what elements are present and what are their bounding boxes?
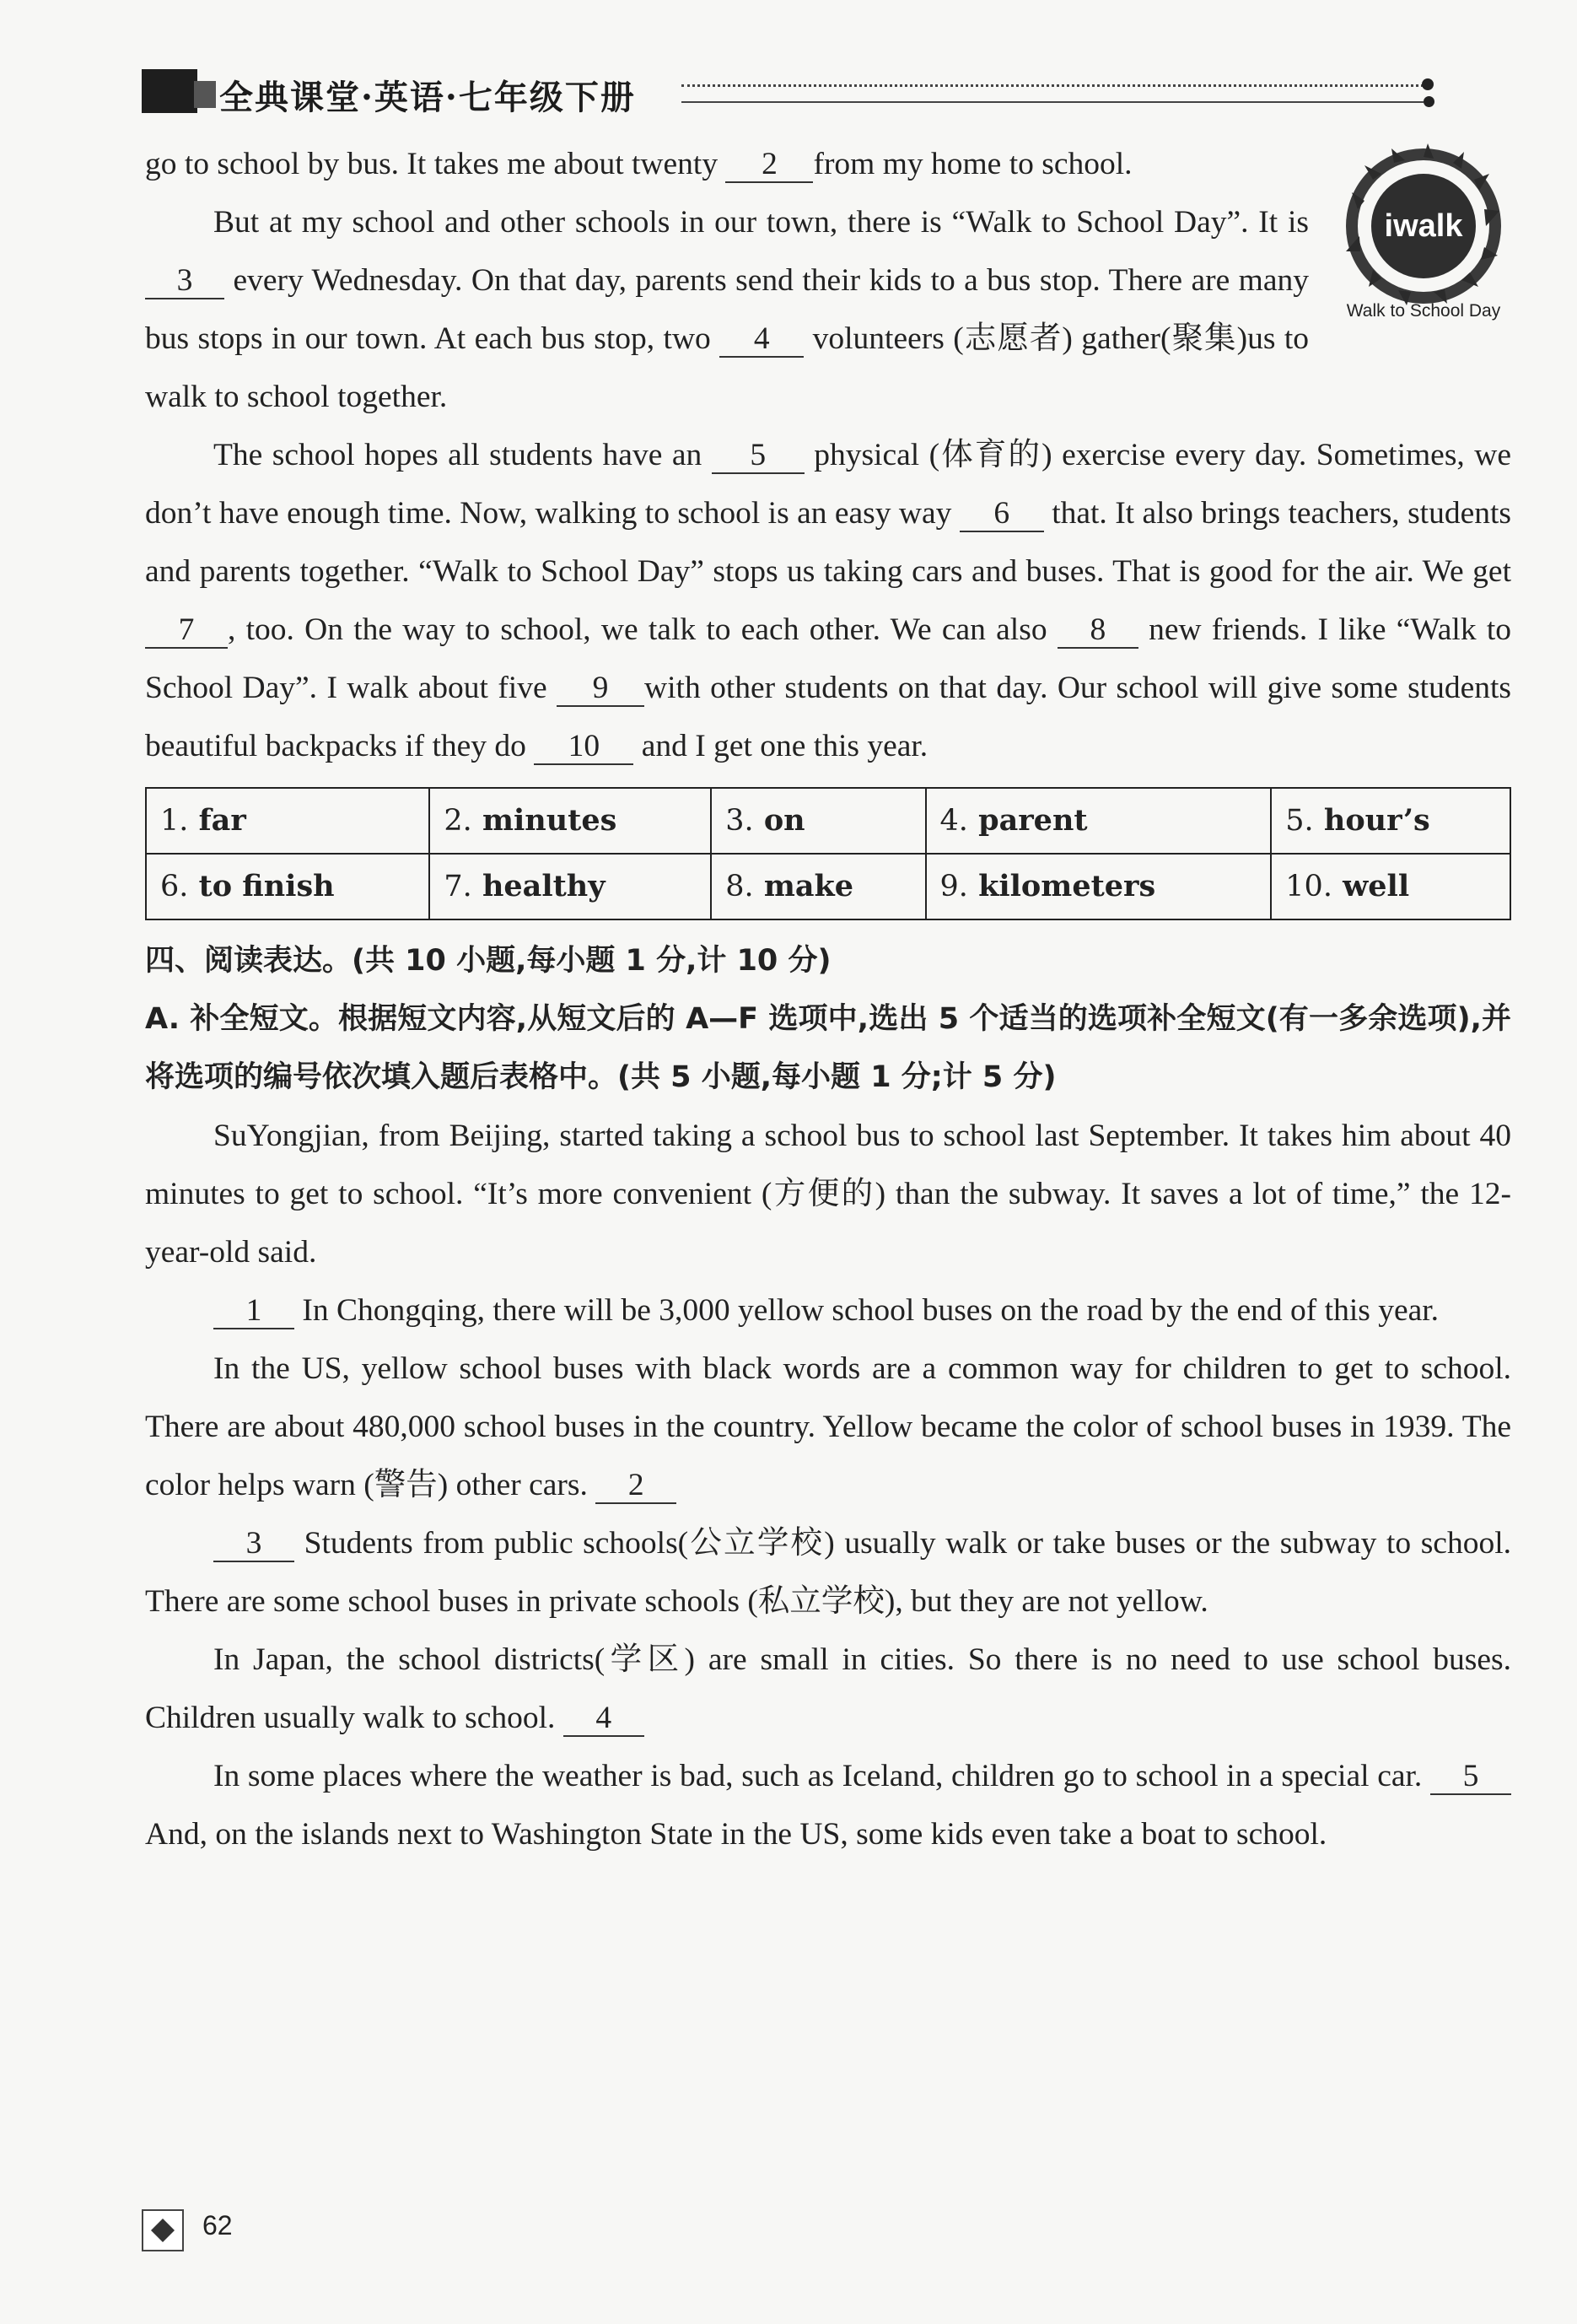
option-cell	[1271, 788, 1510, 854]
answer-blank[interactable]: 2	[725, 148, 813, 183]
option-number: 4.	[939, 804, 968, 838]
answer-blank[interactable]: 4	[563, 1701, 644, 1737]
answer-blank[interactable]: 8	[1058, 613, 1138, 649]
passage1-paragraph	[145, 193, 1309, 426]
page-number-icon	[142, 2209, 184, 2251]
option-cell	[146, 854, 429, 919]
text-run: every Wednesday. On that day, parents send their kids to a bus stop. There are many bus stops in our town. At each bus stop, two	[145, 263, 1309, 356]
answer-blank[interactable]: 6	[960, 497, 1044, 532]
answer-blank[interactable]: 3	[145, 264, 224, 299]
option-number: 1.	[160, 804, 189, 838]
header-dotted-rule	[681, 84, 1424, 87]
passage2-paragraph: SuYongjian, from Beijing, started taking a school bus to school last September. It takes him about 40 minutes to get to school. “It’s more convenient (方便的) than the subway. It saves a lot of time,” the 12-year-old said.	[145, 1119, 1511, 1270]
option-number: 9.	[939, 870, 968, 903]
word-options-table	[145, 787, 1511, 920]
passage1-paragraph	[145, 426, 1511, 775]
logo-text: iwalk	[1384, 208, 1463, 244]
passage2-paragraph	[145, 1631, 1511, 1747]
section-heading: 四、阅读表达。(共 10 小题,每小题 1 分,计 10 分)	[145, 944, 832, 978]
option-word: on	[763, 803, 805, 838]
header-title: 全典课堂·英语·七年级下册	[219, 78, 636, 117]
text-run: and I get one this year.	[641, 729, 928, 763]
table-row	[146, 854, 1510, 919]
text-run: Students from public schools(公立学校) usually walk or take buses or the subway to school. There are some school buses in private schools (私立学校), but they are not yellow.	[145, 1526, 1511, 1619]
answer-blank[interactable]: 5	[1430, 1760, 1511, 1795]
text-run: The school hopes all students have an	[213, 438, 702, 472]
answer-blank[interactable]: 1	[213, 1294, 294, 1329]
answer-blank[interactable]: 5	[712, 439, 805, 474]
option-cell	[146, 788, 429, 854]
page-header	[142, 66, 1440, 125]
option-word: minutes	[482, 803, 617, 838]
page-number: 62	[202, 2210, 233, 2240]
text-run: In Japan, the school districts(学区) are small in cities. So there is no need to use school buses. Children usually walk to school.	[145, 1642, 1511, 1735]
page-content	[145, 135, 1511, 1863]
diamond-icon	[151, 2219, 175, 2242]
option-number: 6.	[160, 870, 189, 903]
header-solid-rule	[681, 101, 1424, 103]
text-run: , too. On the way to school, we talk to each other. We can also	[228, 612, 1047, 647]
header-dot	[1422, 78, 1434, 90]
option-number: 7.	[444, 870, 472, 903]
text-run: physical (体育的) exercise every day. Sometimes, we don’t have enough time. Now, walking to school is an easy way	[145, 438, 1512, 531]
text-run: In the US, yellow school buses with black words are a common way for children to get to school. There are about 480,000 school buses in the country. Yellow became the color of school buses in 1939. The color helps warn (警告) other cars.	[145, 1351, 1511, 1502]
option-number: 5.	[1285, 804, 1314, 838]
option-number: 8.	[725, 870, 754, 903]
text-run: volunteers (志愿者) gather(聚集)us to walk to school together.	[145, 321, 1310, 414]
option-cell	[926, 854, 1272, 919]
text-run: In Chongqing, there will be 3,000 yellow school buses on the road by the end of this year.	[302, 1293, 1440, 1328]
option-word: healthy	[482, 869, 606, 903]
option-word: hour’s	[1323, 803, 1430, 838]
answer-blank[interactable]: 9	[557, 671, 644, 707]
passage2-paragraph	[145, 1281, 1511, 1340]
text-run: And, on the islands next to Washington State in the US, some kids even take a boat to school.	[145, 1817, 1327, 1852]
text-run: that. It also brings teachers, students and parents together. “Walk to School Day” stops us taking cars and buses. That is good for the air. We get	[145, 496, 1511, 589]
answer-blank[interactable]: 2	[595, 1469, 676, 1504]
option-number: 3.	[725, 804, 754, 838]
answer-blank[interactable]: 3	[213, 1527, 294, 1562]
section-instructions: A. 补全短文。根据短文内容,从短文后的 A—F 选项中,选出 5 个适当的选项补全短文(有一多余选项),并将选项的编号依次填入题后表格中。(共 5 小题,每小题 1 分;计 5 分)	[145, 1002, 1511, 1094]
option-word: far	[198, 803, 246, 838]
option-word: parent	[978, 803, 1088, 838]
option-word: make	[763, 869, 854, 903]
option-cell	[711, 854, 925, 919]
header-dot	[1424, 96, 1434, 107]
table-row	[146, 788, 1510, 854]
text-run: new friends. I like “Walk to School Day”. I walk about five	[145, 612, 1511, 705]
answer-blank[interactable]: 7	[145, 613, 228, 649]
text-run: from my home to school.	[813, 147, 1133, 181]
text-run: go to school by bus. It takes me about twenty	[145, 147, 719, 181]
option-cell	[711, 788, 925, 854]
header-block-icon	[142, 69, 197, 113]
passage2-paragraph	[145, 1340, 1511, 1514]
option-word: well	[1343, 869, 1410, 903]
text-run: But at my school and other schools in our town, there is “Walk to School Day”. It is	[213, 205, 1309, 240]
answer-blank[interactable]: 10	[534, 730, 633, 765]
answer-blank[interactable]: 4	[719, 322, 804, 358]
option-cell	[429, 854, 711, 919]
passage2-paragraph	[145, 1747, 1511, 1863]
option-word: kilometers	[978, 869, 1156, 903]
option-number: 10.	[1285, 870, 1332, 903]
option-cell	[429, 788, 711, 854]
option-cell	[1271, 854, 1510, 919]
option-number: 2.	[444, 804, 472, 838]
passage1-paragraph	[145, 135, 1309, 193]
text-run: In some places where the weather is bad, such as Iceland, children go to school in a special car.	[213, 1759, 1423, 1793]
text-run: with other students on that day. Our school will give some students beautiful backpacks if they do	[145, 671, 1512, 763]
passage2-paragraph	[145, 1514, 1511, 1631]
logo-caption: Walk to School Day	[1346, 301, 1501, 321]
option-word: to finish	[198, 869, 335, 903]
option-cell	[926, 788, 1272, 854]
